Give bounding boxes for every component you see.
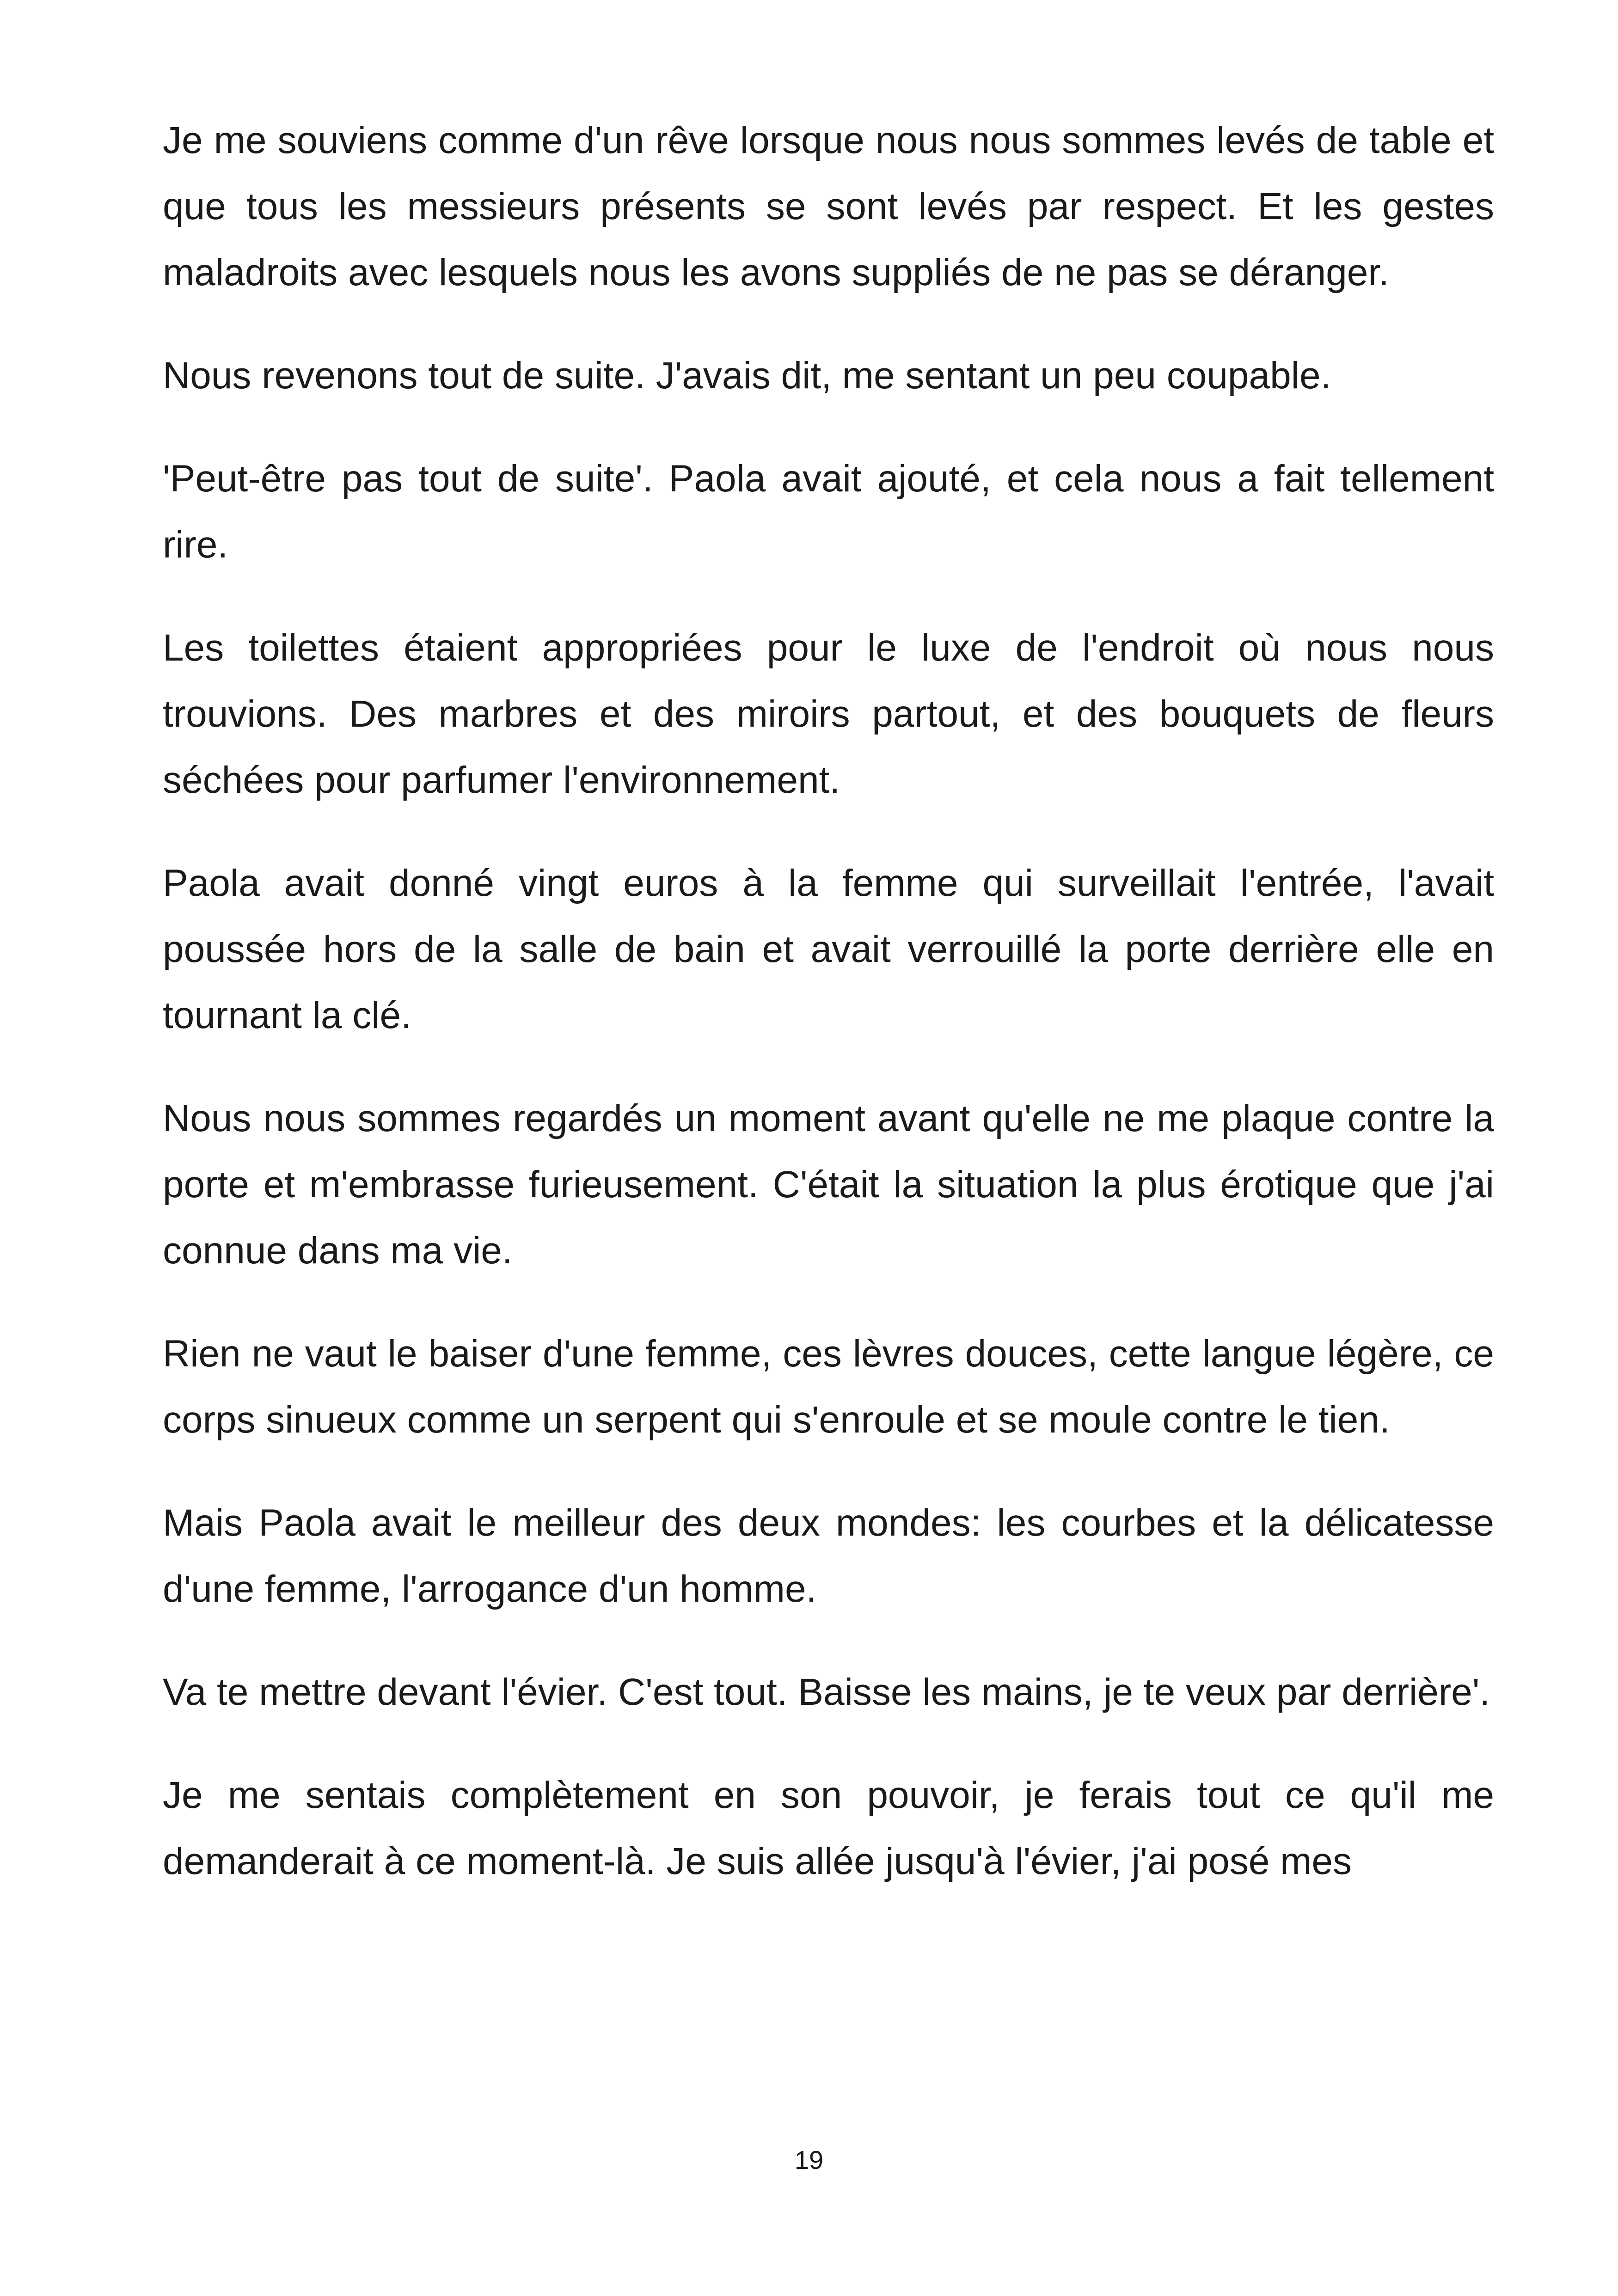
paragraph: Les toilettes étaient appropriées pour le luxe de l'endroit où nous nous trouvions. Des marbres et des miroirs partout, et des bouquets de fleurs séchées pour parfumer l'environnement. — [163, 627, 1494, 801]
paragraph: 'Peut-être pas tout de suite'. Paola avait ajouté, et cela nous a fait tellement rire. — [163, 458, 1494, 566]
paragraph: Nous revenons tout de suite. J'avais dit, me sentant un peu coupable. — [163, 355, 1331, 397]
paragraph: Rien ne vaut le baiser d'une femme, ces lèvres douces, cette langue légère, ce corps sinueux comme un serpent qui s'enroule et se moule contre le tien. — [163, 1333, 1494, 1441]
paragraph: Nous nous sommes regardés un moment avant qu'elle ne me plaque contre la porte et m'embrasse furieusement. C'était la situation la plus érotique que j'ai connue dans ma vie. — [163, 1097, 1494, 1272]
paragraph: Je me sentais complètement en son pouvoir, je ferais tout ce qu'il me demanderait à ce moment-là. Je suis allée jusqu'à l'évier, j'ai posé mes — [163, 1774, 1494, 1882]
paragraph: Paola avait donné vingt euros à la femme qui surveillait l'entrée, l'avait poussée hors de la salle de bain et avait verrouillé la porte derrière elle en tournant la clé. — [163, 862, 1494, 1036]
paragraph: Je me souviens comme d'un rêve lorsque nous nous sommes levés de table et que tous les messieurs présents se sont levés par respect. Et les gestes maladroits avec lesquels nous les avons suppliés de ne pas se déranger. — [163, 119, 1494, 294]
page-number: 19 — [794, 2145, 824, 2174]
paragraph: Mais Paola avait le meilleur des deux mondes: les courbes et la délicatesse d'une femme, l'arrogance d'un homme. — [163, 1502, 1494, 1610]
paragraph: Va te mettre devant l'évier. C'est tout. Baisse les mains, je te veux par derrière'. — [163, 1671, 1490, 1713]
body-text — [163, 107, 1494, 1931]
